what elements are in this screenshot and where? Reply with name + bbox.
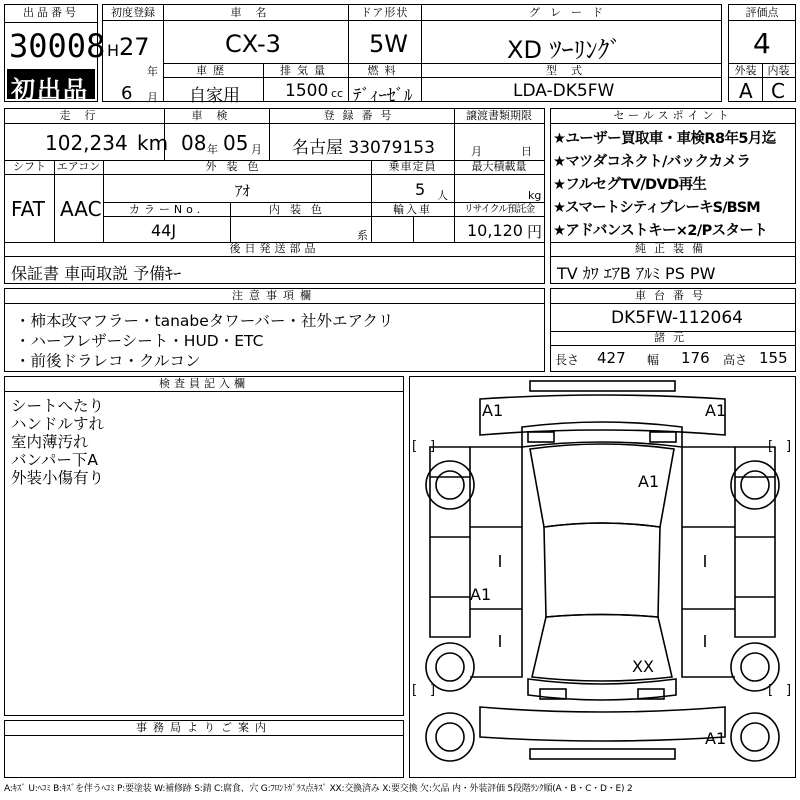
mark-rear-bumper: A1 [705,729,727,748]
transfer-label: 譲渡書類期限 [466,109,532,122]
recycle-unit: 円 [527,223,543,241]
capacity-label: 乗車定員 [388,160,437,173]
mark-rear: XX [632,657,654,676]
mileage-unit: km [137,131,169,155]
reg-number-label: 登録番号 [323,109,400,122]
inspection-label: 車検 [191,109,242,122]
first-listing-label: 初出品 [11,76,89,104]
car-outline [410,377,795,777]
bracket: ] [786,439,792,454]
note-line: ・ハーフレザーシート・HUD・ETC [15,332,264,350]
capacity: 5 [415,180,426,199]
inspector-box [4,376,404,716]
color-no-label: カラーNo. [128,203,205,216]
fuel: ﾃﾞｨｰｾﾞﾙ [353,86,413,106]
shift-label: シフト [13,160,46,173]
bracket: [ [412,683,418,698]
history: 自家用 [189,86,240,106]
first-reg-label: 初度登録 [111,6,155,19]
length-label: 長さ [555,353,580,367]
mileage-label: 走行 [59,109,110,122]
lot-number: 30008 [9,27,106,65]
inspection-month: 05 [223,131,249,155]
notes-label: 注意事項欄 [232,289,317,302]
month-unit: 月 [147,91,158,104]
chassis-box [550,288,796,372]
inspection-month-unit: 月 [251,143,262,156]
followup-parts: 保証書 車両取説 予備ｷｰ [11,264,182,283]
grade: XD ﾂｰﾘﾝｸﾞ [507,36,622,64]
mileage: 102,234 [45,131,128,155]
first-reg-month: 6 [121,83,133,104]
score-label: 評価点 [745,6,779,19]
sales-point: ★フルセグTV/DVD再生 [553,177,707,193]
recycle-label: リサイクル預託金 [463,204,535,215]
inspector-line: ハンドルすれ [11,415,105,433]
displacement: 1500 [285,81,329,101]
model-label: 型式 [546,64,596,77]
sales-point: ★アドバンストキー×2/Pスタート [553,223,768,239]
detail-block [4,108,545,284]
displacement-label: 排気量 [280,64,331,77]
mark-left-side: A1 [470,585,492,604]
lot-label: 出品番号 [23,6,79,19]
shift: FAT [11,197,46,221]
height-label: 高さ [723,353,748,367]
dims-label: 諸元 [654,331,692,344]
length: 427 [597,349,626,367]
int-color-unit: 系 [357,229,368,242]
bracket: [ [412,439,418,454]
history-label: 車歴 [196,64,230,77]
transfer-day-unit: 日 [521,145,532,158]
ext-color-label: 外装色 [205,160,269,173]
inspector-line: 外装小傷有り [11,469,105,487]
equipment-label: 純正装備 [635,242,711,255]
inspector-line: 室内薄汚れ [11,433,89,451]
fuel-label: 燃料 [367,64,402,77]
followup-label: 後日発送部品 [229,242,320,255]
ext-color: ｱｵ [235,182,251,200]
sales-points-label: セールスポイント [613,109,733,122]
inspector-line: バンパー下A [11,451,99,469]
exterior-grade: A [739,79,753,103]
car-diagram [409,376,796,778]
inspector-line: シートへたり [11,397,105,415]
era: H [107,41,120,60]
chassis-number: DK5FW-112064 [611,308,743,328]
height: 155 [759,349,788,367]
recycle-amount: 10,120 [467,221,523,240]
displacement-unit: cc [331,87,344,100]
mark-front-right: A1 [705,401,727,420]
sales-points-box [550,108,796,284]
model-code: LDA-DK5FW [513,81,615,101]
chassis-label: 車台番号 [635,289,711,302]
lot-box [4,4,106,104]
door-label: ドア形状 [360,6,409,19]
notes-box [4,288,545,372]
bracket: ] [430,439,436,454]
interior-label: 内装 [767,64,790,77]
score-box [728,4,796,102]
width-label: 幅 [647,353,660,367]
ac: AAC [60,197,102,221]
ac-label: エアコン [56,160,101,173]
bracket: [ [768,683,774,698]
bracket: ] [430,683,436,698]
year-unit: 年 [147,65,158,78]
score: 4 [753,27,771,60]
legend: A:ｷｽﾞ U:ﾍｺﾐ B:ｷｽﾞを伴うﾍｺﾐ P:要塗装 W:補修跡 S:錆 C:腐食、穴 G:ﾌﾛﾝﾄｶﾞﾗｽ点ｷｽﾞ XX:交換済み X:要交換 欠:欠品 内・外装評価 5段階ﾗﾝｸ順(A・B・C・D・E) 2 [4,784,633,794]
first-reg-year: 27 [119,33,150,61]
bracket: [ [768,439,774,454]
import-label: 輸入車 [393,203,432,216]
sales-point: ★ユーザー買取車・車検R8年5月迄 [553,131,776,147]
door-type: 5W [369,30,408,58]
reg-number: 名古屋 33079153 [292,138,435,158]
note-line: ・前後ドラレコ・クルコン [15,352,201,370]
sales-point: ★スマートシティブレーキS/BSM [553,200,760,216]
header-main [102,4,722,106]
sales-point: ★マツダコネクト/バックカメラ [553,154,751,170]
interior-grade: C [771,79,785,103]
mark-front-left: A1 [482,401,504,420]
grade-label: グレード [529,6,613,19]
office-label: 事務局よりご案内 [136,721,272,734]
inspection-year-unit: 年 [207,143,218,156]
exterior-label: 外装 [734,64,757,77]
int-color-label: 内装色 [269,203,332,216]
inspector-label: 検査員記入欄 [159,377,249,390]
car-name: CX-3 [225,30,281,58]
load-label: 最大積載量 [471,160,527,173]
capacity-unit: 人 [437,189,448,202]
load-unit: kg [528,189,542,202]
inspection-year: 08 [181,131,207,155]
note-line: ・柿本改マフラー・tanabeタワーバー・社外エアクリ [15,312,394,330]
office-box [4,720,404,778]
width: 176 [681,349,710,367]
car-name-label: 車名 [230,6,281,19]
bracket: ] [786,683,792,698]
equipment: TV ｶﾜ ｴｱB ｱﾙﾐ PS PW [557,264,716,283]
mark-roof: A1 [638,472,660,491]
color-no: 44J [151,221,177,240]
transfer-month-unit: 月 [471,145,482,158]
